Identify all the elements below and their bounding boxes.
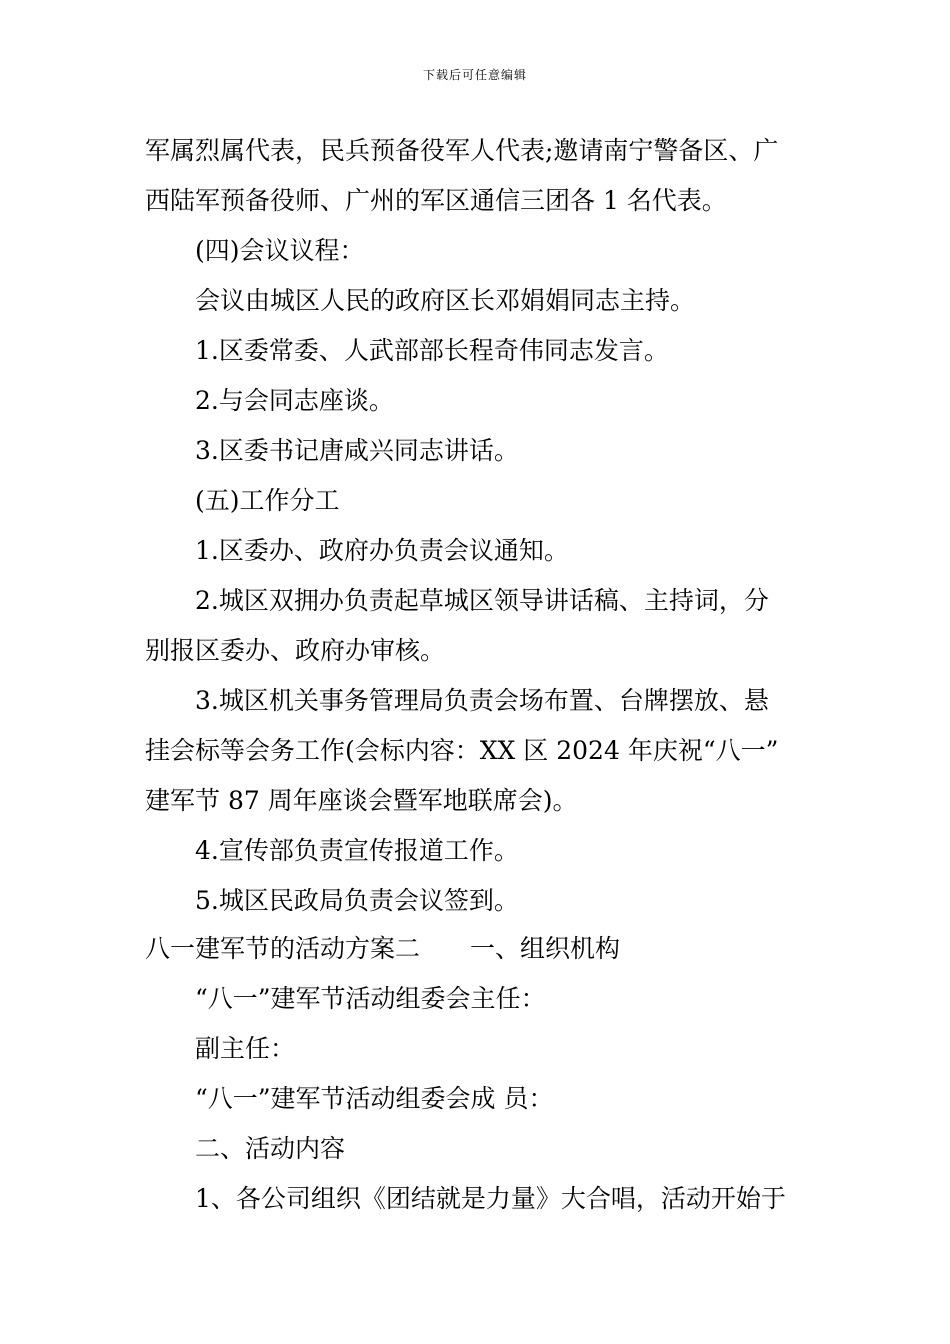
- list-item: 1.区委办、政府办负责会议通知。: [195, 536, 569, 565]
- body-line: 建军节 87 周年座谈会暨军地联席会)。: [145, 786, 578, 815]
- section-heading: (五)工作分工: [195, 486, 340, 515]
- body-line: 别报区委办、政府办审核。: [145, 636, 446, 665]
- body-line: 西陆军预备役师、广州的军区通信三团各 1 名代表。: [145, 186, 727, 215]
- section-heading: (四)会议议程：: [195, 236, 365, 265]
- body-line: “八一”建军节活动组委会成 员：: [195, 1084, 554, 1113]
- body-line: “八一”建军节活动组委会主任：: [195, 984, 546, 1013]
- list-item: 3.城区机关事务管理局负责会场布置、台牌摆放、悬: [195, 686, 769, 715]
- document-title: 八一建军节的活动方案二 一、组织机构: [145, 934, 621, 963]
- body-line: 副主任：: [195, 1034, 296, 1063]
- list-item: 2.与会同志座谈。: [195, 386, 394, 415]
- list-item: 2.城区双拥办负责起草城区领导讲话稿、主持词，分: [195, 586, 769, 615]
- list-item: 1.区委常委、人武部部长程奇伟同志发言。: [195, 336, 669, 365]
- list-item: 3.区委书记唐咸兴同志讲话。: [195, 436, 519, 465]
- body-line: 军属烈属代表，民兵预备役军人代表;邀请南宁警备区、广: [145, 136, 779, 165]
- section-heading: 二、活动内容: [195, 1134, 346, 1163]
- list-item: 1、各公司组织《团结就是力量》大合唱，活动开始于: [195, 1184, 786, 1213]
- list-item: 4.宣传部负责宣传报道工作。: [195, 836, 519, 865]
- body-line: 挂会标等会务工作(会标内容：XX 区 2024 年庆祝“八一”: [145, 736, 779, 765]
- list-item: 5.城区民政局负责会议签到。: [195, 886, 519, 915]
- page-header: 下载后可任意编辑: [422, 68, 527, 82]
- body-line: 会议由城区人民的政府区长邓娟娟同志主持。: [195, 286, 696, 315]
